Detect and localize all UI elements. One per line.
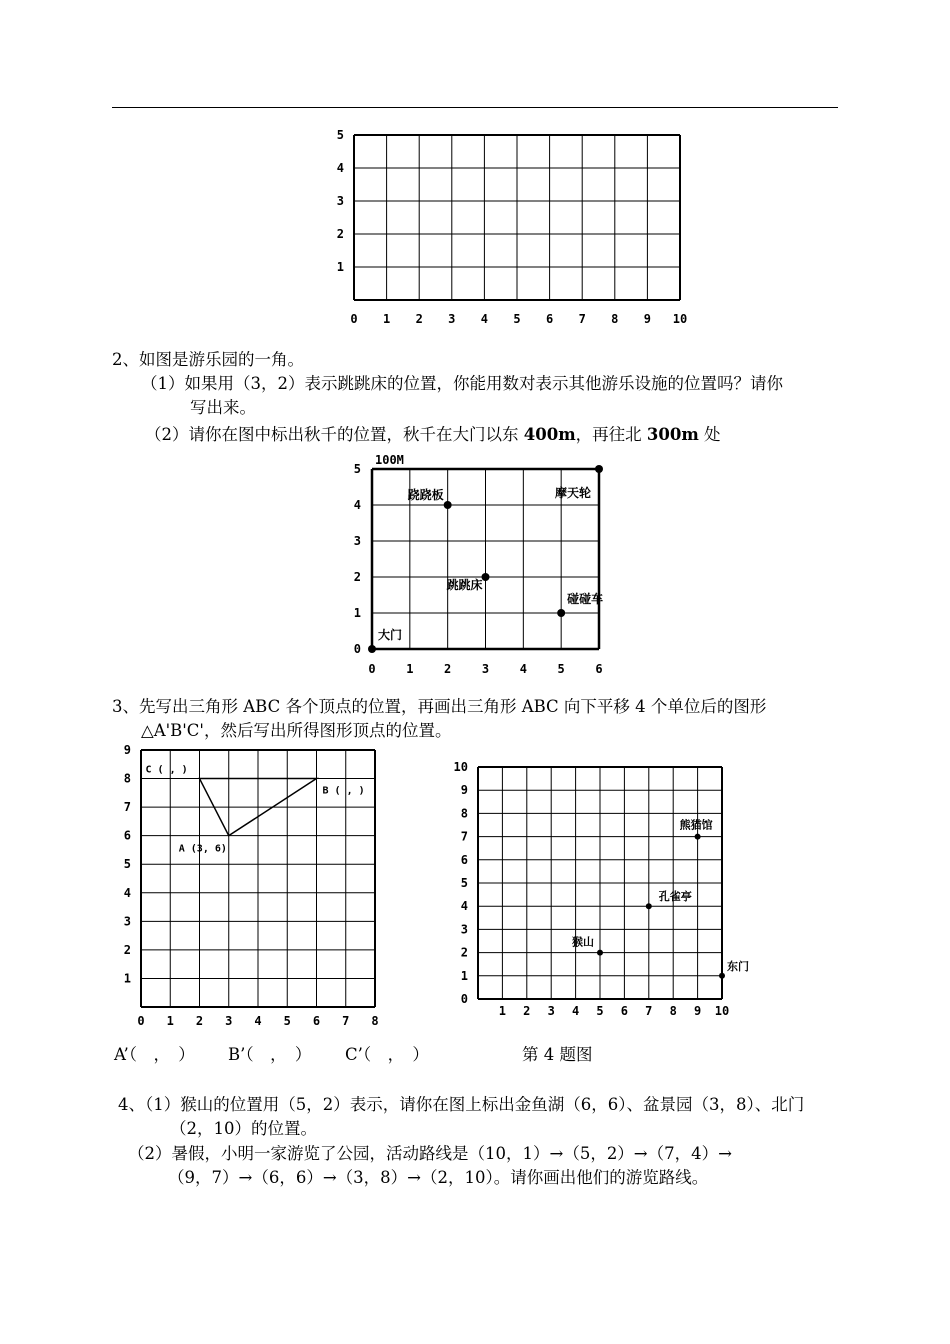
x-tick-label: 1 [406, 662, 414, 676]
x-tick-label: 4 [571, 1004, 580, 1018]
point-label: 摩天轮 [554, 486, 591, 500]
x-tick-label: 5 [513, 312, 521, 326]
x-tick-label: 5 [596, 1004, 604, 1018]
y-tick-label: 4 [123, 885, 131, 900]
vertex-label: C ( , ) [145, 764, 188, 776]
point-label: 大门 [378, 628, 403, 642]
y-tick-label: 6 [460, 852, 468, 867]
y-tick-label: 6 [123, 828, 131, 843]
x-tick-label: 6 [595, 662, 603, 676]
x-tick-label: 2 [195, 1014, 204, 1028]
q4-part1-line2: （2，10）的位置。 [170, 1119, 317, 1138]
q2-part1-line2: 写出来。 [190, 398, 256, 417]
q3-line2: △A'B'C'，然后写出所得图形顶点的位置。 [141, 721, 452, 740]
amusement-park-map [335, 450, 635, 682]
x-tick-label: 8 [669, 1004, 677, 1018]
y-tick-label: 7 [123, 800, 131, 815]
scale-label: 100M [375, 453, 404, 467]
point-marker [444, 501, 452, 509]
x-tick-label: 10 [714, 1004, 730, 1018]
point-marker [719, 973, 725, 979]
x-tick-label: 1 [498, 1004, 507, 1018]
q2-part1-line1: （1）如果用（3，2）表示跳跳床的位置，你能用数对表示其他游乐设施的位置吗？请你 [141, 374, 783, 393]
x-tick-label: 6 [620, 1004, 629, 1018]
point-marker [695, 834, 701, 840]
triangle-grid [112, 742, 392, 1032]
q4-part2-line2: （9，7）→（6，6）→（3，8）→（2，10）。请你画出他们的游览路线。 [168, 1168, 709, 1187]
y-tick-label: 2 [353, 570, 361, 584]
x-tick-label: 9 [693, 1004, 702, 1018]
q2-title: 2、如图是游乐园的一角。 [112, 350, 304, 369]
q2-part2 [145, 424, 721, 446]
x-tick-label: 7 [578, 312, 586, 326]
x-tick-label: 8 [611, 312, 619, 326]
point-label: 熊猫馆 [679, 818, 713, 832]
point-label: 东门 [727, 959, 749, 973]
y-tick-label: 3 [460, 922, 468, 937]
y-tick-label: 5 [336, 128, 344, 142]
x-tick-label: 7 [645, 1004, 653, 1018]
y-tick-label: 9 [460, 783, 468, 798]
y-tick-label: 3 [123, 914, 131, 929]
x-tick-label: 6 [312, 1014, 321, 1028]
point-marker [595, 465, 603, 473]
q2-part2-suffix: 处 [698, 425, 721, 444]
point-marker [482, 573, 490, 581]
q2-part2-mid: ，再往北 [575, 425, 647, 444]
x-tick-label: 3 [481, 662, 490, 676]
y-tick-label: 1 [353, 606, 361, 620]
point-marker [646, 903, 652, 909]
grid-chart-1 [320, 122, 700, 327]
vertex-label: A (3, 6) [178, 843, 227, 855]
x-tick-label: 4 [254, 1014, 262, 1028]
x-tick-label: 10 [672, 312, 688, 326]
x-tick-label: 3 [448, 312, 456, 326]
point-marker [597, 950, 603, 956]
answer-c-prime: C’（ ， ） [345, 1045, 429, 1064]
header-rule [112, 107, 838, 108]
x-tick-label: 4 [519, 662, 527, 676]
q4-part2-line1: （2）暑假，小明一家游览了公园，活动路线是（10，1）→（5，2）→（7，4）→ [128, 1144, 732, 1163]
answer-b-prime: B’（ ， ） [228, 1045, 312, 1064]
y-tick-label: 4 [460, 899, 468, 914]
y-tick-label: 8 [460, 806, 468, 821]
x-tick-label: 2 [415, 312, 423, 326]
point-marker [368, 645, 376, 653]
q2-part2-prefix: （2）请你在图中标出秋千的位置，秋千在大门以东 [145, 425, 524, 444]
y-tick-label: 2 [336, 227, 344, 241]
x-tick-label: 1 [166, 1014, 174, 1028]
q2-distance-north: 300m [646, 425, 699, 444]
y-tick-label: 1 [123, 971, 131, 986]
y-tick-label: 0 [353, 642, 361, 656]
x-tick-label: 0 [368, 662, 376, 676]
fig4-caption: 第 4 题图 [522, 1045, 593, 1064]
y-tick-label: 2 [460, 945, 468, 960]
point-marker [557, 609, 565, 617]
x-tick-label: 8 [371, 1014, 379, 1028]
y-tick-label: 0 [460, 992, 468, 1006]
y-tick-label: 3 [353, 534, 361, 548]
x-tick-label: 1 [382, 312, 391, 326]
point-label: 孔雀亭 [658, 890, 692, 904]
y-tick-label: 2 [123, 942, 131, 957]
x-tick-label: 5 [557, 662, 565, 676]
x-tick-label: 2 [444, 662, 452, 676]
x-tick-label: 5 [283, 1014, 291, 1028]
answer-a-prime: A’（ ， ） [114, 1045, 195, 1064]
q4-part1-line1: 4、（1）猴山的位置用（5，2）表示，请你在图上标出金鱼湖（6，6）、盆景园（3，8）、北门 [118, 1095, 805, 1114]
y-tick-label: 3 [336, 194, 344, 208]
y-tick-label: 9 [123, 743, 131, 757]
y-tick-label: 1 [336, 260, 344, 274]
y-tick-label: 7 [460, 829, 468, 844]
x-tick-label: 0 [350, 312, 358, 326]
q3-line1: 3、先写出三角形 ABC 各个顶点的位置，再画出三角形 ABC 向下平移 4 个单位后的图形 [112, 697, 767, 716]
y-tick-label: 8 [123, 771, 131, 786]
y-tick-label: 4 [336, 161, 344, 175]
y-tick-label: 10 [453, 760, 468, 774]
point-label: 跷跷板 [407, 488, 444, 502]
point-label: 碰碰车 [567, 592, 604, 606]
park-map-grid [445, 758, 765, 1023]
y-tick-label: 5 [460, 876, 468, 890]
x-tick-label: 0 [137, 1014, 145, 1028]
x-tick-label: 4 [480, 312, 489, 326]
y-tick-label: 5 [123, 857, 131, 872]
vertex-label: B ( , ) [322, 785, 365, 797]
x-tick-label: 3 [547, 1004, 555, 1018]
x-tick-label: 7 [342, 1014, 350, 1028]
y-tick-label: 4 [353, 498, 361, 512]
q2-distance-east: 400m [523, 425, 576, 444]
x-tick-label: 2 [523, 1004, 531, 1018]
point-label: 跳跳床 [446, 578, 483, 592]
x-tick-label: 9 [643, 312, 652, 326]
x-tick-label: 6 [545, 312, 554, 326]
x-tick-label: 3 [225, 1014, 233, 1028]
point-label: 猴山 [572, 935, 594, 949]
y-tick-label: 1 [460, 968, 468, 983]
y-tick-label: 5 [353, 462, 361, 476]
